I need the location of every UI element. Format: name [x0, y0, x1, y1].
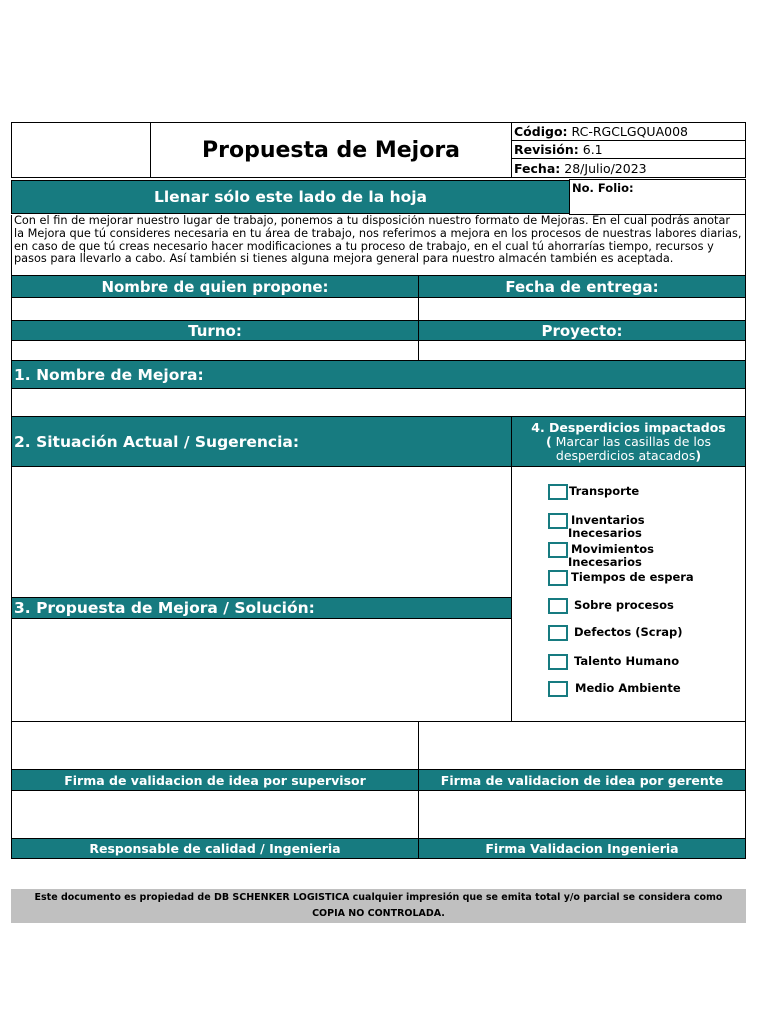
- nombre-propone-header: [11, 275, 419, 298]
- ingenieria-signature-box[interactable]: [418, 790, 746, 839]
- calidad-signature-label-cell: [11, 838, 419, 859]
- waste-option-talento-humano[interactable]: [548, 654, 679, 670]
- calidad-signature-label: Responsable de calidad / Ingenieria: [89, 841, 341, 856]
- codigo-cell: [511, 122, 746, 141]
- section-1-header: [11, 360, 746, 389]
- fecha-entrega-header: [418, 275, 746, 298]
- inventarios-text-2: Inecesarios: [568, 526, 642, 540]
- fill-banner: [11, 180, 570, 214]
- fill-banner-text: Llenar sólo este lado de la hoja: [153, 188, 428, 206]
- calidad-signature-box[interactable]: [11, 790, 419, 839]
- fecha-entrega-label: Fecha de entrega:: [505, 277, 659, 296]
- logo-cell: [11, 122, 151, 178]
- codigo-value: RC-RGCLGQUA008: [571, 124, 688, 139]
- proyecto-header: [418, 320, 746, 341]
- movimientos-text-2: Inecesarios: [568, 555, 642, 569]
- gerente-signature-label: Firma de validacion de idea por gerente: [440, 772, 724, 788]
- propuesta-field[interactable]: [11, 618, 512, 722]
- fecha-value: 28/Julio/2023: [564, 160, 647, 176]
- form-title-cell: [150, 122, 512, 178]
- nombre-propone-field[interactable]: [11, 297, 419, 321]
- section-1-title: 1. Nombre de Mejora:: [14, 365, 204, 384]
- waste-option-inventarios[interactable]: [548, 513, 645, 540]
- gerente-signature-box[interactable]: [418, 721, 746, 770]
- subtitle-text: Marcar las casillas de los desperdicios atacados: [551, 433, 712, 463]
- inventarios-label: [568, 513, 645, 540]
- footer-notice: [11, 889, 746, 923]
- supervisor-signature-box[interactable]: [11, 721, 419, 770]
- waste-option-tiempos-espera[interactable]: [548, 570, 694, 586]
- nombre-propone-label: Nombre de quien propone:: [101, 277, 329, 296]
- transporte-checkbox[interactable]: [548, 484, 568, 500]
- section-3-header: [11, 597, 512, 619]
- folio-cell[interactable]: [569, 179, 746, 215]
- inventarios-text: Inventarios: [571, 513, 645, 527]
- fecha-cell: [511, 158, 746, 178]
- sobre-procesos-checkbox[interactable]: [548, 598, 568, 614]
- codigo-label: Código:: [514, 124, 568, 139]
- movimientos-checkbox[interactable]: [548, 542, 568, 558]
- gerente-signature-label-cell: [418, 769, 746, 791]
- turno-header: [11, 320, 419, 341]
- talento-humano-text: Talento Humano: [574, 654, 680, 668]
- medio-ambiente-label: [575, 682, 681, 695]
- tiempos-espera-text: Tiempos de espera: [571, 570, 694, 584]
- supervisor-signature-label-cell: [11, 769, 419, 791]
- proyecto-field[interactable]: [418, 340, 746, 361]
- revision-value: 6.1: [582, 142, 603, 157]
- movimientos-text: Movimientos: [571, 542, 654, 556]
- intro-text: Con el fin de mejorar nuestro lugar de trabajo, ponemos a tu disposición nuestro formato de Mejoras. En el cual podrás anotar la Mejora que tú consideres necesaria en tu área de trabajo, nos referimos a mejora en los procesos de nuestras labores diarias, en caso de que tú creas necesario hacer modificaciones a tu proceso de trabajo, en el cual tú ahorrarías tiempo, recursos y pasos para llevarlo a cabo. Así también si tienes alguna mejora general para nuestro almacén también es aceptada.: [14, 215, 742, 266]
- tiempos-espera-checkbox[interactable]: [548, 570, 568, 586]
- ingenieria-signature-label-cell: [418, 838, 746, 859]
- defectos-text: Defectos (Scrap): [574, 625, 683, 639]
- supervisor-signature-label: Firma de validacion de idea por supervisor: [64, 772, 366, 788]
- talento-humano-checkbox[interactable]: [548, 654, 568, 670]
- tiempos-espera-label: [571, 571, 694, 584]
- waste-option-sobre-procesos[interactable]: [548, 598, 674, 614]
- revision-cell: [511, 140, 746, 159]
- proyecto-label: Proyecto:: [541, 321, 623, 340]
- footer-line-1: Este documento es propiedad de DB SCHENKER LOGISTICA cualquier impresión que se emita total y/o parcial se considera como: [34, 892, 723, 903]
- section-2-title: 2. Situación Actual / Sugerencia:: [14, 432, 300, 451]
- turno-field[interactable]: [11, 340, 419, 361]
- section-4-header: [511, 416, 746, 467]
- turno-label: Turno:: [188, 321, 242, 340]
- footer-line-2: COPIA NO CONTROLADA.: [312, 908, 445, 919]
- nombre-mejora-field[interactable]: [11, 388, 746, 417]
- waste-option-medio-ambiente[interactable]: [548, 681, 681, 697]
- sobre-procesos-text: Sobre procesos: [574, 598, 674, 612]
- inventarios-checkbox[interactable]: [548, 513, 568, 529]
- subtitle-open-paren: (: [545, 433, 552, 449]
- situacion-actual-field[interactable]: [11, 466, 512, 598]
- sobre-procesos-label: [574, 599, 674, 612]
- defectos-checkbox[interactable]: [548, 625, 568, 641]
- transporte-label: [569, 485, 639, 498]
- defectos-label: [574, 626, 683, 639]
- fecha-entrega-field[interactable]: [418, 297, 746, 321]
- section-2-header: [11, 416, 512, 467]
- fecha-label: Fecha:: [514, 160, 561, 176]
- form-title: Propuesta de Mejora: [201, 137, 461, 163]
- section-4-title: 4. Desperdicios impactados: [531, 419, 726, 435]
- waste-option-defectos[interactable]: [548, 625, 683, 641]
- section-3-title: 3. Propuesta de Mejora / Solución:: [14, 599, 315, 617]
- movimientos-label: [568, 542, 654, 569]
- medio-ambiente-checkbox[interactable]: [548, 681, 568, 697]
- intro-text-box: [11, 215, 746, 275]
- waste-option-transporte[interactable]: [548, 484, 639, 500]
- subtitle-close-paren: ): [695, 447, 702, 463]
- section-4-subtitle: [512, 435, 745, 463]
- folio-label: No. Folio:: [572, 181, 634, 195]
- ingenieria-signature-label: Firma Validacion Ingenieria: [485, 841, 679, 856]
- medio-ambiente-text: Medio Ambiente: [575, 681, 681, 695]
- revision-label: Revisión:: [514, 142, 579, 157]
- waste-option-movimientos[interactable]: [548, 542, 654, 569]
- transporte-text: Transporte: [569, 484, 640, 498]
- talento-humano-label: [574, 655, 679, 668]
